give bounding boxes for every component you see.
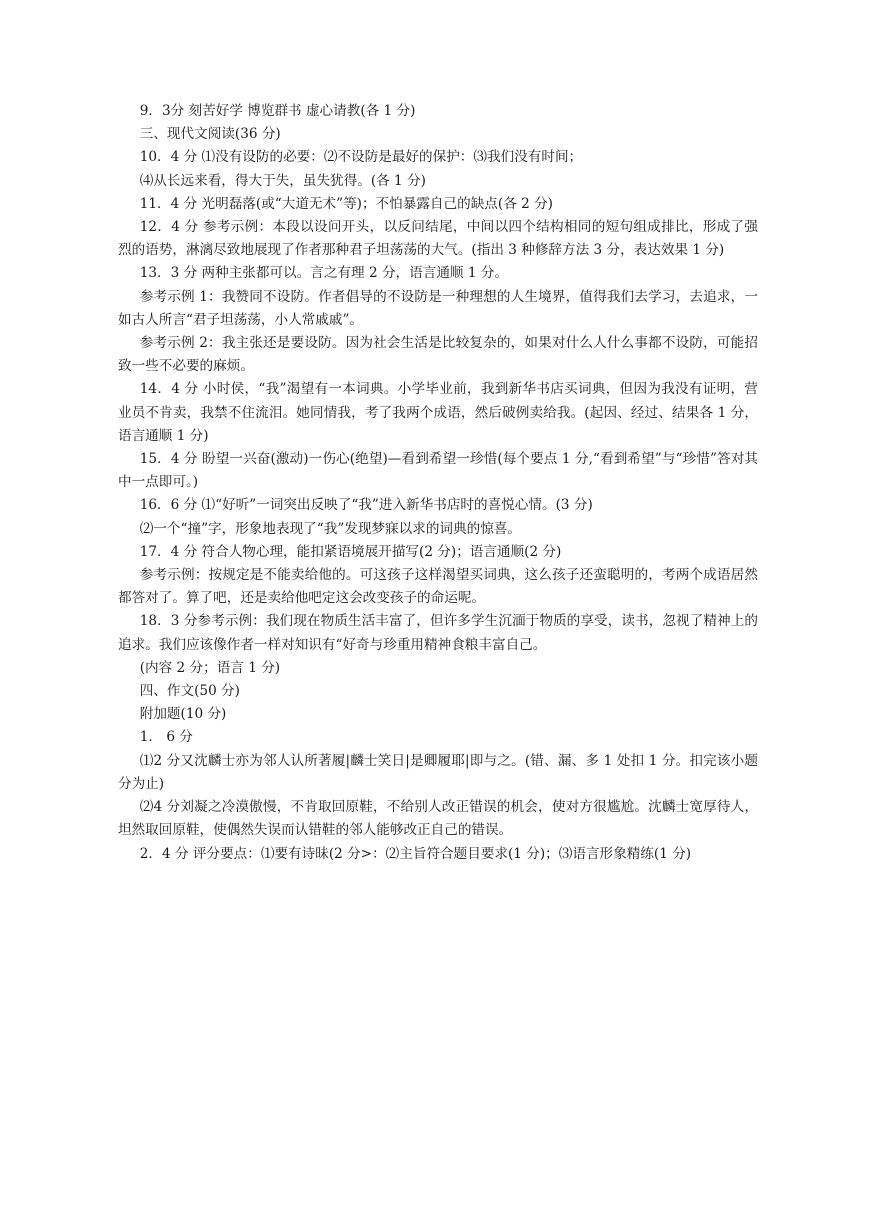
answer-16: 16．6 分 ⑴“好听”一词突出反映了“我”进入新华书店时的喜悦心情。(3 分) [139, 497, 593, 514]
section-heading-composition: 四、作文(50 分) [139, 683, 240, 700]
answer-key-page [118, 100, 758, 866]
answer-13-example-1: 参考示例 1：我赞同不设防。作者倡导的不设防是一种理想的人生境界，值得我们去学习，去追求，一如古人所言“君子坦荡荡，小人常戚戚”。 [118, 288, 758, 328]
bonus-2: 2．4 分 评分要点：⑴要有诗昧(2 分>：⑵主旨符合题目要求(1 分)；⑶语言形象精练(1 分) [139, 845, 692, 862]
answer-9: 9．3分 刻苦好学 博览群书 虚心请教(各 1 分) [139, 103, 416, 119]
answer-13: 13．3 分 两种主张都可以。言之有理 2 分，语言通顺 1 分。 [139, 265, 508, 282]
answer-18-scoring: (内容 2 分；语言 1 分) [139, 659, 281, 676]
answer-12: 12．4 分 参考示例：本段以设问开头，以反问结尾，中间以四个结构相同的短句组成排比，形成了强烈的语势，淋漓尽致地展现了作者那种君子坦荡荡的大气。(指出 3 种修辞方法 3 分，表达效果 1 分) [118, 219, 758, 259]
bonus-1-part-1: ⑴2 分又沈麟士亦为邻人认所著履|麟士笑日|是卿履耶|即与之。(错、漏、多 1 处扣 1 分。扣完该小题分为止) [118, 752, 758, 792]
section-heading-bonus: 附加题(10 分) [139, 706, 227, 723]
answer-17-example: 参考示例：按规定是不能卖给他的。可这孩子这样渴望买词典，这么孩子还蛮聪明的，考两个成语居然都答对了。算了吧，还是卖给他吧定这会改变孩子的命运呢。 [118, 567, 758, 607]
answer-10-cont: ⑷从长远来看，得大于失，虽失犹得。(各 1 分) [139, 172, 426, 189]
answer-18: 18．3 分参考示例：我们现在物质生活丰富了，但许多学生沉湎于物质的享受，读书，忽视了精神上的追求。我们应该像作者一样对知识有“好奇与珍重用精神食粮丰富自己。 [118, 613, 758, 653]
answer-13-example-2: 参考示例 2：我主张还是要设防。因为社会生活是比较复杂的，如果对什么人什么事都不设防，可能招致一些不必要的麻烦。 [118, 335, 758, 375]
section-heading-modern-reading: 三、现代文阅读(36 分) [139, 126, 281, 143]
answer-16-part-2: ⑵一个“撞”字，形象地表现了“我”发现梦寐以求的词典的惊喜。 [139, 520, 521, 537]
answer-14: 14．4 分 小时侯，“我”渴望有一本词典。小学毕业前，我到新华书店买词典，但因为我没有证明，营业员不肯卖，我禁不住流泪。她同情我，考了我两个成语，然后破例卖给我。(起因、经过、结果各 1 分，语言通顺 1 分) [118, 381, 758, 444]
bonus-1-part-2: ⑵4 分刘凝之冷漠傲慢，不肯取回原鞋，不给别人改正错误的机会，使对方很尴尬。沈麟士宽厚待人，坦然取回原鞋，使偶然失误而认错鞋的邻人能够改正自己的错误。 [118, 799, 758, 839]
answer-17: 17．4 分 符合人物心理，能扣紧语境展开描写(2 分)；语言通顺(2 分) [139, 543, 562, 560]
answer-15: 15．4 分 盼望一兴奋(激动)一伤心(绝望)—看到希望一珍惜(每个要点 1 分,“看到希望”与“珍惜”答对其中一点即可。) [118, 451, 758, 491]
answer-10: 10．4 分 ⑴没有设防的必要：⑵不设防是最好的保护：⑶我们没有时间； [139, 149, 583, 166]
bonus-1: 1． 6 分 [139, 729, 193, 746]
answer-11: 11．4 分 光明磊落(或“大道无术”等)；不怕暴露自己的缺点(各 2 分) [139, 195, 553, 212]
